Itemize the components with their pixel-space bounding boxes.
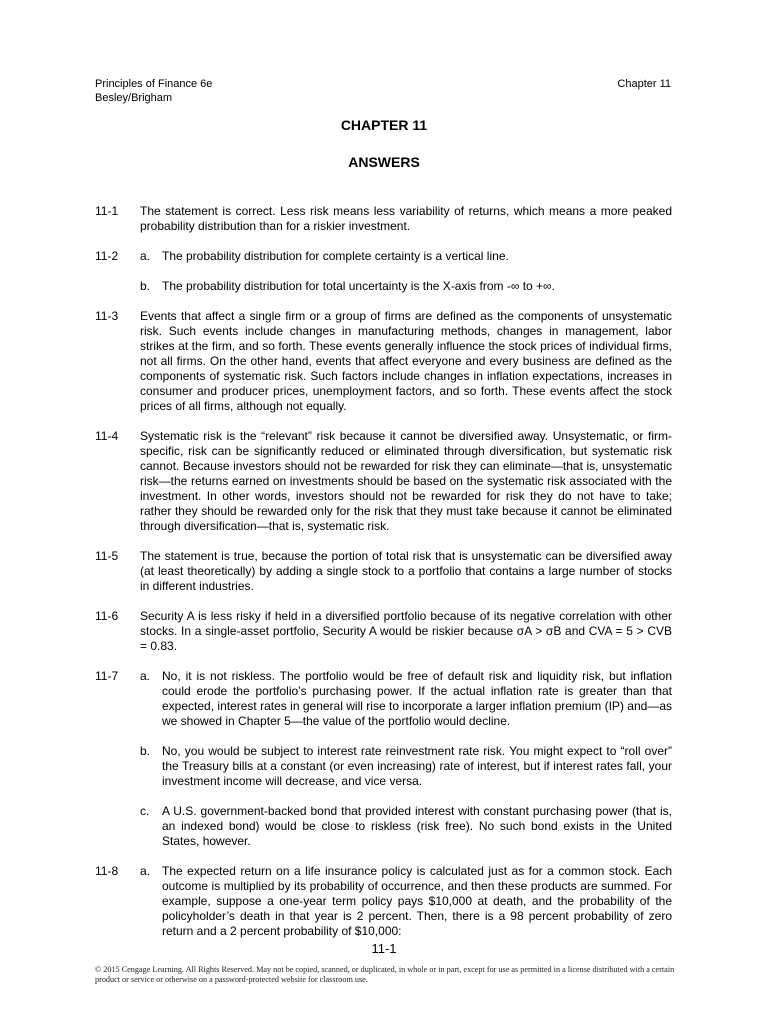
answer-text: Events that affect a single firm or a group of firms are defined as the components of unsystematic risk. Such events include changes in manufacturing methods, changes in management, labor strikes at the firm, and so forth. These events generally influence the stock prices of individual firms, not all firms. On the other hand, events that affect everyone and every business are defined as the components of systematic risk. Such factors include changes in inflation expectations, increases in consumer and producer prices, unemployment factors, and so forth. These events affect the stock prices of all firms, although not equally. xyxy=(140,309,672,413)
answers-list xyxy=(95,204,672,954)
header-left xyxy=(95,77,212,105)
answer-part-a xyxy=(140,669,672,729)
section-title: ANSWERS xyxy=(348,154,420,170)
book-authors: Besley/Brigham xyxy=(95,92,173,104)
book-title: Principles of Finance 6e xyxy=(95,78,213,90)
answer-number: 11-4 xyxy=(95,429,119,443)
part-letter: a. xyxy=(140,669,151,683)
answer-number: 11-6 xyxy=(95,609,119,623)
header-chapter-ref: Chapter 11 xyxy=(617,78,671,90)
answer-text: Systematic risk is the “relevant” risk because it cannot be diversified away. Unsystematic, or firm-specific, risk can be significantly reduced or eliminated through diversification, but systematic risk cannot. Because investors should not be rewarded for risk they can eliminate—that is, unsystematic risk—the returns earned on investments should be based on the systematic risk associated with the investment. In other words, investors should not be rewarded for risk they do not have to take; rather they should be rewarded only for the risk that they must take because it cannot be eliminated through diversification—that is, systematic risk. xyxy=(140,429,672,533)
part-text: The probability distribution for total uncertainty is the X-axis from -∞ to +∞. xyxy=(162,279,555,293)
answer-11-4 xyxy=(95,429,672,534)
answer-11-7 xyxy=(95,669,672,849)
answer-11-6 xyxy=(95,609,672,654)
answer-part-a xyxy=(140,249,672,264)
answer-text: The statement is correct. Less risk means less variability of returns, which means a more peaked probability distribution than for a riskier investment. xyxy=(140,204,672,233)
answer-part-a xyxy=(140,864,672,939)
copyright-footer: © 2015 Cengage Learning. All Rights Reserved. May not be copied, scanned, or duplicated, in whole or in part, except for use as permitted in a license distributed with a certain product or service or otherwise on a password-protected website for classroom use. xyxy=(95,965,675,984)
answer-part-c xyxy=(140,804,672,849)
answer-11-5 xyxy=(95,549,672,594)
answer-number: 11-1 xyxy=(95,204,119,218)
answer-number: 11-8 xyxy=(95,864,119,878)
page-number: 11-1 xyxy=(371,941,397,956)
answer-part-b xyxy=(140,744,672,789)
answer-number: 11-7 xyxy=(95,669,119,683)
part-text: No, it is not riskless. The portfolio would be free of default risk and liquidity risk, but inflation could erode the portfolio’s purchasing power. If the actual inflation rate is greater than that expected, interest rates in general will rise to incorporate a larger inflation premium (IP) and—as we showed in Chapter 5—the value of the portfolio would decline. xyxy=(162,669,672,728)
answer-text: The statement is true, because the portion of total risk that is unsystematic can be diversified away (at least theoretically) by adding a single stock to a portfolio that contains a large number of stocks in different industries. xyxy=(140,549,672,593)
part-text: A U.S. government-backed bond that provided interest with constant purchasing power (that is, an indexed bond) would be close to riskless (risk free). No such bond exists in the United States, however. xyxy=(162,804,672,848)
answer-text: Security A is less risky if held in a diversified portfolio because of its negative correlation with other stocks. In a single-asset portfolio, Security A would be riskier because σA > σB and CVA = 5 > CVB = 0.83. xyxy=(140,609,672,653)
part-letter: a. xyxy=(140,249,151,263)
answer-11-8 xyxy=(95,864,672,939)
answer-number: 11-3 xyxy=(95,309,119,323)
part-letter: b. xyxy=(140,744,151,758)
answer-part-b xyxy=(140,279,672,294)
part-text: No, you would be subject to interest rate reinvestment rate risk. You might expect to “roll over” the Treasury bills at a constant (or even increasing) rate of interest, but if interest rates fall, your investment income will decrease, and vice versa. xyxy=(162,744,672,788)
part-letter: b. xyxy=(140,279,151,293)
part-letter: c. xyxy=(140,804,150,818)
part-letter: a. xyxy=(140,864,151,878)
answer-11-1 xyxy=(95,204,672,234)
answer-11-2 xyxy=(95,249,672,294)
answer-number: 11-5 xyxy=(95,549,119,563)
part-text: The probability distribution for complete certainty is a vertical line. xyxy=(162,249,509,263)
part-text: The expected return on a life insurance policy is calculated just as for a common stock. Each outcome is multiplied by its probability of occurrence, and then these products are summed. For example, suppose a one-year term policy pays $10,000 at death, and the probability of the policyholder’s death in that year is 2 percent. Then, there is a 98 percent probability of zero return and a 2 percent probability of $10,000: xyxy=(162,864,672,938)
answer-11-3 xyxy=(95,309,672,414)
chapter-title: CHAPTER 11 xyxy=(340,117,428,133)
answer-number: 11-2 xyxy=(95,249,119,263)
